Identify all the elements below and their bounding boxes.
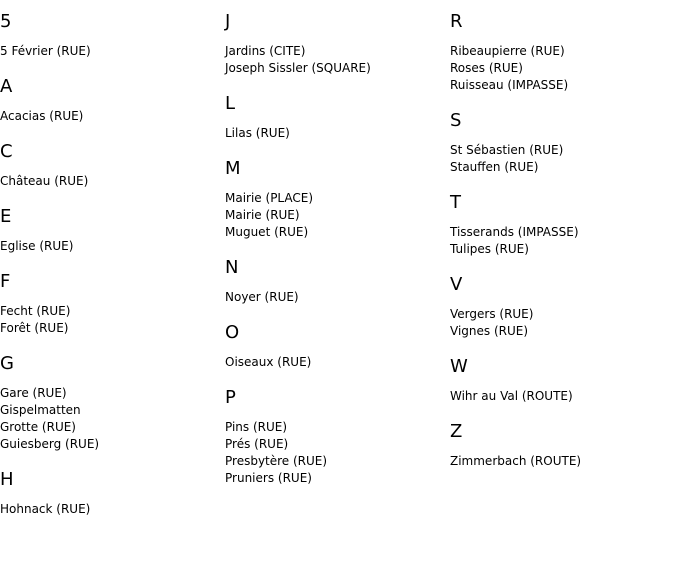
street-list: [0, 385, 220, 453]
letter-heading: G: [0, 353, 14, 374]
street-item: Guiesberg (RUE): [0, 437, 100, 451]
street-item: Pruniers (RUE): [225, 471, 312, 485]
street-item: Roses (RUE): [450, 61, 523, 75]
letter-group: [0, 270, 220, 337]
letter-group: [0, 205, 220, 255]
letter-group: [225, 321, 445, 371]
index-column-2: [225, 10, 445, 502]
letter-group: [0, 468, 220, 518]
letter-heading: V: [450, 274, 463, 295]
street-item: Lilas (RUE): [225, 126, 290, 140]
street-list: [450, 306, 670, 340]
letter-group: [225, 386, 445, 487]
street-item: Mairie (RUE): [225, 208, 300, 222]
letter-heading: T: [450, 192, 461, 213]
letter-group: [450, 191, 670, 258]
street-item: Grotte (RUE): [0, 420, 76, 434]
letter-heading: N: [225, 257, 239, 278]
street-item: Vignes (RUE): [450, 324, 529, 338]
street-item: Zimmerbach (ROUTE): [450, 454, 582, 468]
street-item: Presbytère (RUE): [225, 454, 328, 468]
letter-heading: Z: [450, 421, 463, 442]
letter-heading: M: [225, 158, 241, 179]
letter-heading: R: [450, 11, 463, 32]
letter-heading: 5: [0, 11, 12, 32]
street-item: Tulipes (RUE): [450, 242, 529, 256]
letter-group: [0, 75, 220, 125]
street-item: Wihr au Val (ROUTE): [450, 389, 573, 403]
street-list: [0, 43, 220, 60]
letter-group: [450, 10, 670, 94]
street-item: Ruisseau (IMPASSE): [450, 78, 569, 92]
index-column-1: [0, 10, 220, 533]
street-list: [450, 388, 670, 405]
street-item: Mairie (PLACE): [225, 191, 314, 205]
street-list: [225, 354, 445, 371]
letter-group: [225, 256, 445, 306]
street-item: Prés (RUE): [225, 437, 289, 451]
letter-heading: C: [0, 141, 13, 162]
letter-group: [450, 273, 670, 340]
letter-group: [225, 92, 445, 142]
street-item: Eglise (RUE): [0, 239, 74, 253]
letter-heading: L: [225, 93, 236, 114]
street-list: [225, 419, 445, 487]
street-item: Gare (RUE): [0, 386, 67, 400]
street-item: St Sébastien (RUE): [450, 143, 564, 157]
street-list: [0, 173, 220, 190]
street-item: Tisserands (IMPASSE): [450, 225, 579, 239]
street-item: Gispelmatten: [0, 403, 81, 417]
letter-heading: F: [0, 271, 11, 292]
street-item: Oiseaux (RUE): [225, 355, 312, 369]
letter-group: [225, 157, 445, 241]
street-list: [450, 43, 670, 94]
street-item: Ribeaupierre (RUE): [450, 44, 565, 58]
letter-group: [0, 140, 220, 190]
street-item: Forêt (RUE): [0, 321, 69, 335]
letter-group: [0, 352, 220, 453]
street-list: [450, 224, 670, 258]
letter-heading: H: [0, 469, 14, 490]
letter-group: [450, 355, 670, 405]
street-list: [0, 501, 220, 518]
street-list: [450, 453, 670, 470]
letter-group: [450, 420, 670, 470]
letter-group: [0, 10, 220, 60]
street-list: [450, 142, 670, 176]
street-item: Jardins (CITE): [225, 44, 306, 58]
street-list: [0, 238, 220, 255]
letter-group: [225, 10, 445, 77]
index-column-3: [450, 10, 670, 485]
letter-heading: J: [225, 11, 231, 32]
street-item: Muguet (RUE): [225, 225, 309, 239]
letter-heading: S: [450, 110, 462, 131]
street-item: Acacias (RUE): [0, 109, 84, 123]
street-item: Fecht (RUE): [0, 304, 71, 318]
street-list: [0, 303, 220, 337]
letter-heading: A: [0, 76, 13, 97]
street-list: [0, 108, 220, 125]
street-item: Pins (RUE): [225, 420, 288, 434]
street-item: Hohnack (RUE): [0, 502, 91, 516]
letter-group: [450, 109, 670, 176]
street-list: [225, 289, 445, 306]
letter-heading: O: [225, 322, 240, 343]
street-item: Noyer (RUE): [225, 290, 299, 304]
street-list: [225, 190, 445, 241]
street-list: [225, 43, 445, 77]
street-item: Stauffen (RUE): [450, 160, 539, 174]
street-list: [225, 125, 445, 142]
street-item: 5 Février (RUE): [0, 44, 91, 58]
street-item: Château (RUE): [0, 174, 89, 188]
letter-heading: W: [450, 356, 468, 377]
letter-heading: E: [0, 206, 12, 227]
street-item: Vergers (RUE): [450, 307, 534, 321]
letter-heading: P: [225, 387, 236, 408]
street-item: Joseph Sissler (SQUARE): [225, 61, 371, 75]
